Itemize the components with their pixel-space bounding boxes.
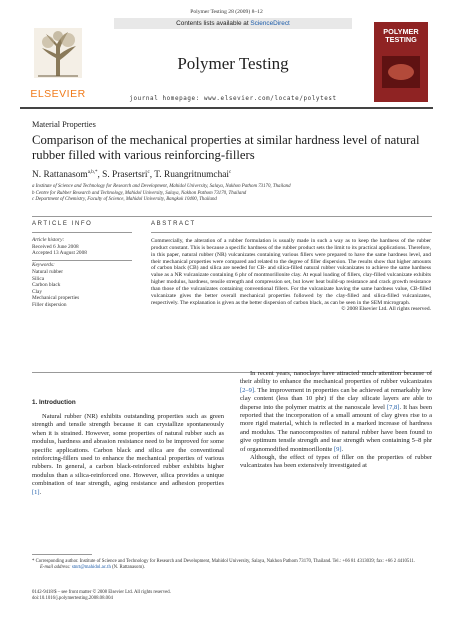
paragraph-text: . bbox=[39, 488, 42, 496]
citation-link[interactable]: [1] bbox=[32, 488, 40, 496]
elsevier-logo[interactable] bbox=[20, 18, 96, 104]
email-line bbox=[32, 565, 432, 571]
journal-homepage[interactable]: journal homepage: www.elsevier.com/locate/polytest bbox=[129, 96, 337, 102]
sciencedirect-link[interactable]: ScienceDirect bbox=[250, 20, 290, 27]
paragraph: Although, the effect of types of filler on the properties of rubber vulcanizates has been extensively investigated at bbox=[240, 454, 432, 470]
abstract-rule bbox=[151, 232, 432, 233]
issn-line: 0142-9418/$ – see front matter © 2008 Elsevier Ltd. All rights reserved. bbox=[32, 590, 171, 595]
paragraph-text: . It has been reported that the incorporation of a small amount of clay gives rise to a more rigid material, which is reflected in a marked increase of hardness and modulus. The nanocomposites of natural rubber have been found to give optimum tensile strength and tear strength when containing 5–8 phr of organomodified montmorillonite bbox=[240, 403, 432, 453]
author-affil-mark: c bbox=[147, 170, 150, 175]
citation-link[interactable]: [9] bbox=[333, 445, 342, 453]
accepted-date: Accepted 13 August 2008 bbox=[32, 250, 87, 257]
paragraph bbox=[32, 413, 224, 497]
affiliations bbox=[32, 184, 432, 204]
keyword: Mechanical properties bbox=[32, 295, 80, 302]
right-column bbox=[240, 370, 432, 471]
left-column bbox=[32, 413, 224, 497]
journal-title: Polymer Testing bbox=[177, 54, 289, 73]
citation-link[interactable]: [7,8] bbox=[386, 403, 400, 411]
info-rule bbox=[32, 232, 132, 233]
paragraph-text: . bbox=[341, 445, 344, 453]
keyword: Silica bbox=[32, 275, 45, 282]
abstract-body bbox=[151, 238, 431, 313]
abstract-text: Commercially, the alteration of a rubber formulation is usually made in such a way as to keep the hardness of the rubber product constant. This is because a specific hardness of the rubber product sets the limit to its practical applications. Therefore, in this paper, natural rubber (NR) vulcanizates containing various fillers were prepared to have the same hardness level, and their mechanical properties were compared and related to the degree of filler dispersion. The results show that higher amounts of carbon black (CB) and silica are needed for CB- and silica-filled natural rubber vulcanizates to achieve the same hardness value as a NR vulcanizate containing 6 phr of montmorillonite clay. At equal loading of fillers, clay-filled vulcanizate exhibits higher modulus, hardness, tensile strength and compression set, but lower heat build-up resistance and crack growth resistance than those of the vulcanizates containing conventional fillers. For the vulcanizate having the same hardness value, CB-filled vulcanizate gives the better overall mechanical properties followed by the clay-filled and silica-filled vulcanizates, respectively. The explanation is given as the better dispersion of carbon black, as can be seen in the SEM micrograph. bbox=[151, 238, 431, 306]
contents-bar bbox=[114, 18, 352, 29]
keyword: Clay bbox=[32, 288, 43, 295]
affiliation: a Institute of Science and Technology for Research and Development, Mahidol University, Salaya, Nakhon Pathom 73170, Thailand bbox=[32, 184, 291, 189]
received-date: Received 6 June 2008 bbox=[32, 243, 79, 250]
footnote bbox=[32, 559, 432, 572]
affiliation: c Department of Chemistry, Faculty of Science, Mahidol University, Bangkok 10400, Thailand bbox=[32, 197, 217, 203]
keyword: Natural rubber bbox=[32, 268, 64, 275]
paragraph-text: Natural rubber (NR) exhibits outstanding properties such as green strength and tensile strength because it can crystallize spontaneously when it is strained. However, some properties of natural rubber such as modulus, hardness and abrasion resistance need to be improved for some specific applications. Carbon black and silica are the conventional reinforcing-fillers used to enhance the mechanical properties of various rubbers. In general, a carbon black-reinforced rubber exhibits higher modulus than a silica-reinforced one. However, silica provides a unique combination of tear strength, aging resistance and adhesion properties bbox=[32, 413, 224, 488]
section-label: Material Properties bbox=[32, 120, 96, 129]
elsevier-tree-icon bbox=[34, 28, 82, 78]
citation-link[interactable]: [2–9] bbox=[240, 386, 255, 394]
article-info-heading: ARTICLE INFO bbox=[32, 221, 93, 227]
contents-prefix: Contents lists available at bbox=[176, 20, 251, 27]
cover-title-line-2: TESTING bbox=[385, 35, 417, 44]
keyword: Carbon black bbox=[32, 282, 61, 289]
history-label: Article history: bbox=[32, 237, 65, 243]
author-affil-mark: a,b,* bbox=[87, 170, 98, 175]
author-affil-mark: c bbox=[229, 170, 232, 175]
cover-title-line-1: POLYMER bbox=[383, 27, 419, 36]
author-name[interactable]: T. Ruangritnumchai bbox=[154, 170, 230, 181]
intro-heading: 1. Introduction bbox=[32, 399, 76, 406]
doi-line[interactable]: doi:10.1016/j.polymertesting.2008.08.004 bbox=[32, 596, 113, 602]
paragraph-text: In recent years, nanoclays have attracted much attention because of their ability to enhance the mechanical properties of rubber vulcanizates bbox=[240, 370, 432, 386]
author-name[interactable]: N. Rattanasom bbox=[32, 170, 88, 181]
author-list: N. Rattanasom$^{a,b,*}$, S. Prasertsri$^c$, T. Ruangritnumchai$^c$ bbox=[32, 170, 232, 181]
article-info bbox=[32, 237, 132, 309]
issn-block bbox=[32, 590, 282, 603]
paragraph-text: . The improvement in properties can be achieved at remarkably low clay content (less than 10 phr) if the clay silicate layers are able to disperse into the polymer matrix at the nanoscale level bbox=[240, 386, 432, 411]
cover-image bbox=[382, 56, 420, 88]
footnote-rule bbox=[32, 554, 92, 555]
header-divider bbox=[32, 216, 432, 217]
journal-cover bbox=[374, 22, 428, 102]
email-label: E-mail address: bbox=[40, 565, 72, 571]
email-link[interactable]: stnrt@mahidol.ac.th bbox=[71, 565, 111, 571]
cover-title bbox=[374, 28, 428, 44]
publisher-name: ELSEVIER bbox=[30, 88, 86, 100]
abstract-heading: ABSTRACT bbox=[151, 221, 196, 227]
keywords-label: Keywords: bbox=[32, 262, 55, 269]
keyword: Filler dispersion bbox=[32, 301, 67, 308]
masthead-rule bbox=[20, 107, 433, 109]
email-suffix: (N. Rattanasom). bbox=[110, 565, 145, 571]
running-head: Polymer Testing 28 (2009) 8–12 bbox=[190, 9, 263, 15]
copyright: © 2008 Elsevier Ltd. All rights reserved. bbox=[341, 306, 431, 313]
keywords-rule bbox=[32, 260, 132, 261]
author-name[interactable]: S. Prasertsri bbox=[102, 170, 148, 181]
article-title: Comparison of the mechanical properties at similar hardness level of natural rubber filled with various reinforcing-fillers bbox=[32, 133, 420, 162]
paragraph bbox=[240, 370, 432, 454]
journal-masthead bbox=[20, 18, 433, 104]
affiliation: b Centre for Rubber Research and Technology, Mahidol University, Salaya, Nakhon Pathom 73170, Thailand bbox=[32, 190, 247, 196]
journal-banner bbox=[114, 18, 352, 104]
corresponding-author-note: * Corresponding author. Institute of Science and Technology for Research and Development, Mahidol University, Salaya, Nakhon Pathom 73170, Thailand. Tel.: +66 81 4313039; fax: +66 2 4410511. bbox=[32, 559, 416, 564]
